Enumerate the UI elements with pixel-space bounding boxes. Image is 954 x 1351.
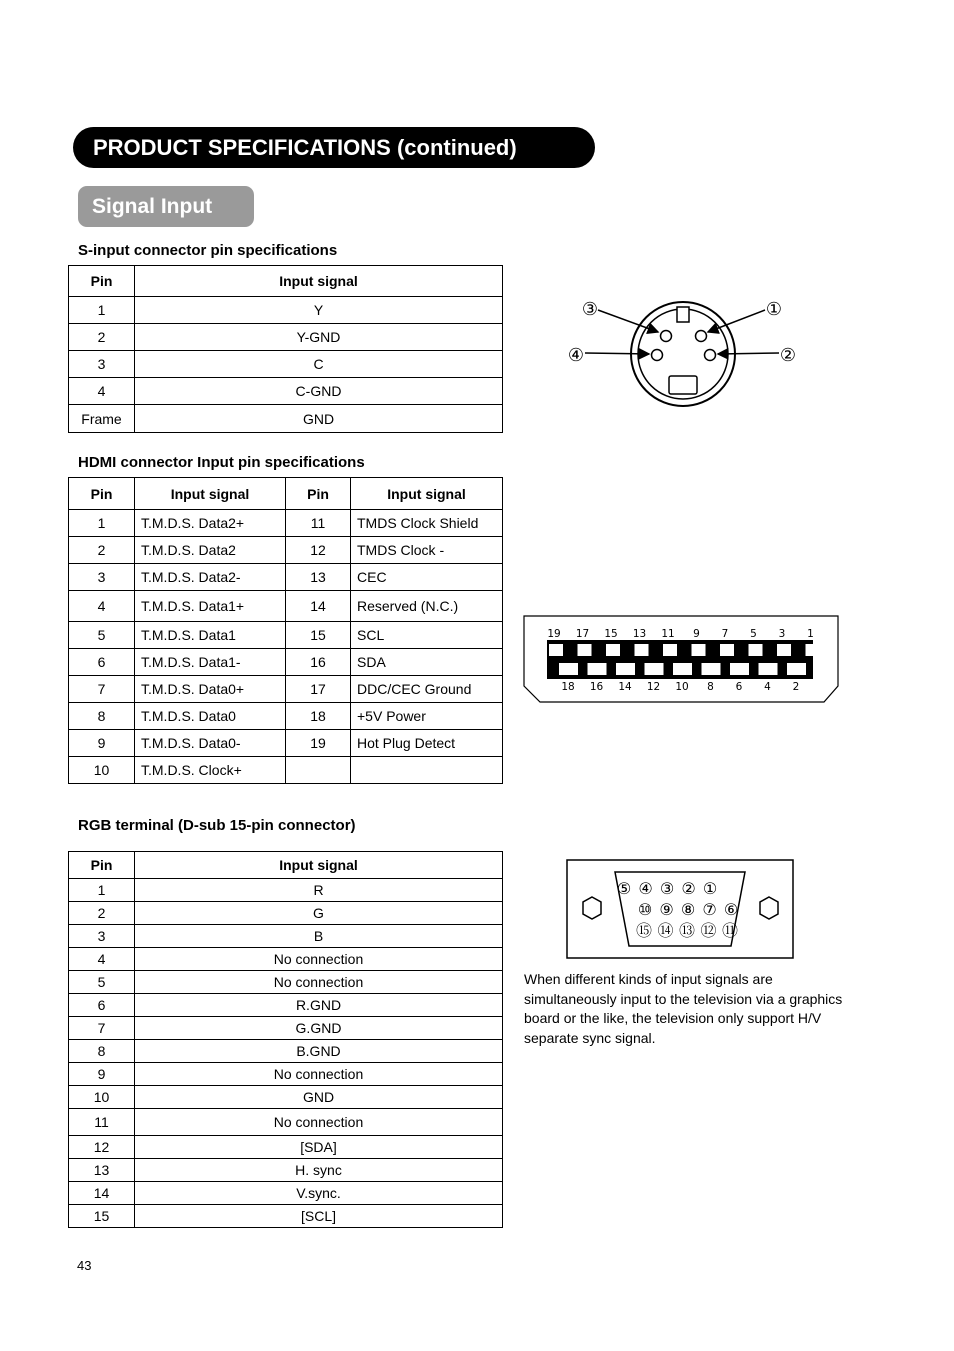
- hdmi-table: [68, 477, 503, 784]
- hdmi-pin: [606, 644, 620, 656]
- table-row: [69, 1182, 503, 1205]
- table-cell: 10: [69, 757, 135, 784]
- table-row: [69, 1205, 503, 1228]
- table-cell: R: [135, 879, 503, 902]
- section-banner: [78, 186, 254, 227]
- pin-number: ⑮: [635, 921, 653, 940]
- pin-label: ③: [581, 299, 599, 320]
- table-cell: 18: [286, 703, 351, 730]
- table-cell: 11: [286, 510, 351, 537]
- table-cell: SCL: [351, 622, 503, 649]
- table-cell: TMDS Clock -: [351, 537, 503, 564]
- table-cell: [SCL]: [135, 1205, 503, 1228]
- table-cell: B: [135, 925, 503, 948]
- pin-number: 8: [707, 681, 714, 693]
- table-cell: 11: [69, 1109, 135, 1136]
- column-header: Pin: [69, 266, 135, 297]
- table-cell: T.M.D.S. Data0+: [135, 676, 286, 703]
- table-cell: 4: [69, 948, 135, 971]
- table-cell: 5: [69, 971, 135, 994]
- table-cell: 3: [69, 351, 135, 378]
- table-cell: 8: [69, 1040, 135, 1063]
- table-row: [69, 1159, 503, 1182]
- table-cell: 17: [286, 676, 351, 703]
- pin-number: 3: [778, 628, 786, 640]
- table-cell: [286, 757, 351, 784]
- table-row: [69, 591, 503, 622]
- table-cell: C: [135, 351, 503, 378]
- table-cell: T.M.D.S. Data2: [135, 537, 286, 564]
- table-row: [69, 1063, 503, 1086]
- table-row: [69, 879, 503, 902]
- hdmi-pin: [702, 663, 721, 675]
- hdmi-pin: [663, 644, 677, 656]
- pin-number: 2: [792, 681, 800, 693]
- table-cell: GND: [135, 1086, 503, 1109]
- hdmi-title: HDMI connector Input pin specifications: [78, 454, 365, 471]
- pin-number: ③: [659, 879, 675, 898]
- pin-number: 6: [735, 681, 743, 693]
- table-row: [69, 703, 503, 730]
- hdmi-pin: [787, 663, 806, 675]
- table-cell: T.M.D.S. Data0: [135, 703, 286, 730]
- table-cell: GND: [135, 405, 503, 433]
- table-row: [69, 676, 503, 703]
- table-row: [69, 405, 503, 433]
- pin-number: ⑫: [700, 921, 717, 940]
- hdmi-pin: [578, 644, 592, 656]
- pin-label: ①: [765, 299, 783, 320]
- table-row: [69, 649, 503, 676]
- dsub-connector-diagram: [565, 858, 797, 962]
- s-video-connector-diagram: [560, 295, 800, 415]
- pin-label: ④: [567, 345, 585, 366]
- pin-number: 16: [589, 681, 604, 693]
- table-cell: Y: [135, 297, 503, 324]
- pin-number: ⑭: [657, 921, 674, 940]
- table-cell: TMDS Clock Shield: [351, 510, 503, 537]
- table-cell: Hot Plug Detect: [351, 730, 503, 757]
- table-cell: 10: [69, 1086, 135, 1109]
- table-cell: 6: [69, 994, 135, 1017]
- table-cell: G: [135, 902, 503, 925]
- table-cell: 15: [69, 1205, 135, 1228]
- table-row: [69, 902, 503, 925]
- table-cell: No connection: [135, 1109, 503, 1136]
- table-cell: 8: [69, 703, 135, 730]
- table-cell: T.M.D.S. Data0-: [135, 730, 286, 757]
- table-cell: V.sync.: [135, 1182, 503, 1205]
- table-cell: [SDA]: [135, 1136, 503, 1159]
- pin-number: ⑦: [702, 900, 717, 919]
- table-cell: 14: [69, 1182, 135, 1205]
- table-cell: CEC: [351, 564, 503, 591]
- table-cell: T.M.D.S. Clock+: [135, 757, 286, 784]
- table-cell: R.GND: [135, 994, 503, 1017]
- table-row: [69, 297, 503, 324]
- table-row: [69, 378, 503, 405]
- table-cell: 14: [286, 591, 351, 622]
- table-row: [69, 564, 503, 591]
- hdmi-pin: [635, 644, 649, 656]
- column-header: Pin: [286, 478, 351, 510]
- table-cell: 3: [69, 925, 135, 948]
- table-cell: DDC/CEC Ground: [351, 676, 503, 703]
- table-cell: SDA: [351, 649, 503, 676]
- table-cell: T.M.D.S. Data1: [135, 622, 286, 649]
- hdmi-pin: [749, 644, 763, 656]
- hdmi-pin: [559, 663, 578, 675]
- section-title: Signal Input: [92, 195, 213, 218]
- table-cell: 1: [69, 879, 135, 902]
- table-cell: +5V Power: [351, 703, 503, 730]
- table-cell: T.M.D.S. Data1-: [135, 649, 286, 676]
- table-cell: H. sync: [135, 1159, 503, 1182]
- rgb-title: RGB terminal (D-sub 15-pin connector): [78, 817, 356, 834]
- s-input-table: [68, 265, 503, 433]
- pin-number: ②: [681, 879, 696, 898]
- rgb-table: [68, 851, 503, 1228]
- column-header: Input signal: [135, 478, 286, 510]
- pin-number: ⑬: [678, 921, 696, 940]
- table-row: [69, 971, 503, 994]
- hdmi-pin: [692, 644, 706, 656]
- table-cell: 16: [286, 649, 351, 676]
- hdmi-pin: [673, 663, 692, 675]
- table-row: [69, 537, 503, 564]
- table-cell: B.GND: [135, 1040, 503, 1063]
- page-number: 43: [77, 1258, 92, 1273]
- table-row: [69, 1086, 503, 1109]
- table-cell: 15: [286, 622, 351, 649]
- table-cell: C-GND: [135, 378, 503, 405]
- pin-number: ⑪: [721, 921, 739, 940]
- pin-number: ①: [702, 879, 718, 898]
- hdmi-pin: [730, 663, 749, 675]
- pin-number: 1: [807, 628, 814, 640]
- hdmi-pin: [616, 663, 635, 675]
- table-row: [69, 351, 503, 378]
- table-cell: Frame: [69, 405, 135, 433]
- table-cell: 4: [69, 591, 135, 622]
- table-row: [69, 324, 503, 351]
- table-cell: Reserved (N.C.): [351, 591, 503, 622]
- pin-number: 10: [675, 681, 689, 693]
- table-cell: G.GND: [135, 1017, 503, 1040]
- table-row: [69, 948, 503, 971]
- table-cell: 19: [286, 730, 351, 757]
- table-cell: No connection: [135, 1063, 503, 1086]
- table-row: [69, 757, 503, 784]
- pin-number: 14: [618, 681, 632, 693]
- table-row: [69, 730, 503, 757]
- column-header: Input signal: [135, 852, 503, 879]
- pin-number: ⑨: [659, 900, 674, 919]
- hdmi-connector-diagram: [520, 612, 842, 706]
- pin-number: 9: [693, 628, 700, 640]
- table-row: [69, 1040, 503, 1063]
- hdmi-pin: [720, 644, 734, 656]
- pin-number: 12: [646, 681, 661, 693]
- pin-label: ②: [779, 345, 797, 366]
- table-cell: [351, 757, 503, 784]
- table-row: [69, 1109, 503, 1136]
- hdmi-pin: [549, 644, 563, 656]
- table-cell: 7: [69, 1017, 135, 1040]
- hdmi-pin: [759, 663, 778, 675]
- table-cell: 13: [69, 1159, 135, 1182]
- table-cell: No connection: [135, 971, 503, 994]
- hdmi-pin: [588, 663, 607, 675]
- pin-number: 15: [604, 628, 618, 640]
- sync-note: When different kinds of input signals are simultaneously input to the television via a graphics board or the like, the television only support H/V separate sync signal.: [524, 971, 843, 1046]
- table-cell: 4: [69, 378, 135, 405]
- table-row: [69, 622, 503, 649]
- pin-number: 4: [764, 681, 771, 693]
- pin-number: 7: [721, 628, 729, 640]
- column-header: Input signal: [351, 478, 503, 510]
- pin-number: ⑩: [637, 900, 653, 919]
- table-cell: Y-GND: [135, 324, 503, 351]
- table-cell: 7: [69, 676, 135, 703]
- table-cell: 5: [69, 622, 135, 649]
- pin-number: 18: [561, 681, 575, 693]
- page-title-banner: [73, 127, 595, 168]
- table-cell: 6: [69, 649, 135, 676]
- page-title: PRODUCT SPECIFICATIONS (continued): [93, 135, 517, 160]
- table-cell: 12: [69, 1136, 135, 1159]
- table-cell: No connection: [135, 948, 503, 971]
- table-cell: 2: [69, 537, 135, 564]
- pin-number: ④: [638, 879, 653, 898]
- pin-number: 5: [750, 628, 757, 640]
- table-cell: T.M.D.S. Data2-: [135, 564, 286, 591]
- pin-number: 17: [575, 628, 590, 640]
- table-cell: 9: [69, 1063, 135, 1086]
- table-cell: 2: [69, 324, 135, 351]
- table-cell: 9: [69, 730, 135, 757]
- hdmi-pin: [645, 663, 664, 675]
- column-header: Input signal: [135, 266, 503, 297]
- table-cell: 13: [286, 564, 351, 591]
- column-header: Pin: [69, 852, 135, 879]
- table-cell: 1: [69, 510, 135, 537]
- hdmi-pin: [777, 644, 791, 656]
- table-cell: T.M.D.S. Data2+: [135, 510, 286, 537]
- pin-number: 19: [547, 628, 561, 640]
- pin-number: 13: [632, 628, 647, 640]
- pin-number: 11: [661, 628, 675, 640]
- hdmi-pin: [806, 644, 820, 656]
- table-cell: 1: [69, 297, 135, 324]
- pin-number: ⑥: [723, 900, 739, 919]
- table-row: [69, 1136, 503, 1159]
- table-cell: 2: [69, 902, 135, 925]
- table-row: [69, 510, 503, 537]
- table-cell: T.M.D.S. Data1+: [135, 591, 286, 622]
- pin-number: ⑤: [616, 879, 632, 898]
- table-row: [69, 1017, 503, 1040]
- pin-number: ⑧: [680, 900, 696, 919]
- s-input-title: S-input connector pin specifications: [78, 242, 338, 259]
- table-row: [69, 925, 503, 948]
- table-row: [69, 994, 503, 1017]
- column-header: Pin: [69, 478, 135, 510]
- table-cell: 12: [286, 537, 351, 564]
- table-cell: 3: [69, 564, 135, 591]
